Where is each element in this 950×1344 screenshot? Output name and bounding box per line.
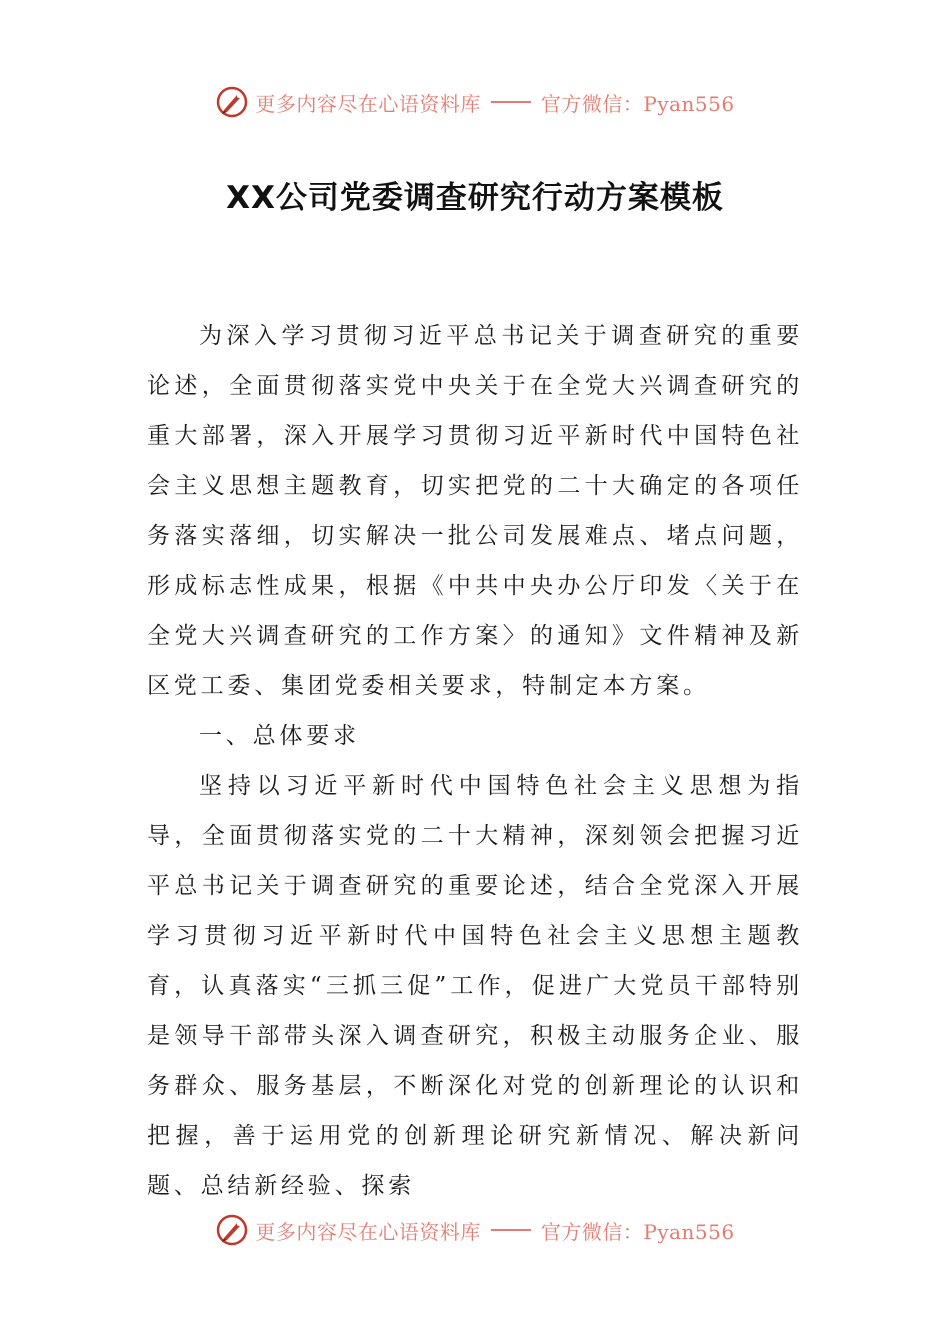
watermark-wechat-text: 官方微信：Pyan556	[540, 1219, 735, 1244]
watermark-dash	[491, 1229, 531, 1231]
pen-logo-icon	[215, 1213, 249, 1247]
pen-logo-icon	[215, 85, 249, 119]
watermark-site-text: 更多内容尽在心语资料库	[255, 1219, 481, 1244]
section-heading-overall-requirements: 一、总体要求	[199, 723, 360, 749]
document-body	[147, 311, 803, 1211]
header-watermark	[0, 82, 950, 122]
footer-watermark	[0, 1210, 950, 1250]
watermark-wechat-text: 官方微信：Pyan556	[540, 91, 735, 116]
intro-paragraph: 为深入学习贯彻习近平总书记关于调查研究的重要论述，全面贯彻落实党中央关于在全党大兴调查研究的重大部署，深入开展学习贯彻习近平新时代中国特色社会主义思想主题教育，切实把党的二十大确定的各项任务落实落细，切实解决一批公司发展难点、堵点问题，形成标志性成果，根据《中共中央办公厅印发〈关于在全党大兴调查研究的工作方案〉的通知》文件精神及新区党工委、集团党委相关要求，特制定本方案。	[147, 323, 803, 699]
requirements-paragraph: 坚持以习近平新时代中国特色社会主义思想为指导，全面贯彻落实党的二十大精神，深刻领会把握习近平总书记关于调查研究的重要论述，结合全党深入开展学习贯彻习近平新时代中国特色社会主义思想主题教育，认真落实“三抓三促”工作，促进广大党员干部特别是领导干部带头深入调查研究，积极主动服务企业、服务群众、服务基层，不断深化对党的创新理论的认识和把握，善于运用党的创新理论研究新情况、解决新问题、总结新经验、探索	[147, 773, 803, 1199]
watermark-dash	[491, 101, 531, 103]
watermark-site-text: 更多内容尽在心语资料库	[255, 91, 481, 116]
document-title: XX公司党委调查研究行动方案模板	[226, 180, 724, 216]
